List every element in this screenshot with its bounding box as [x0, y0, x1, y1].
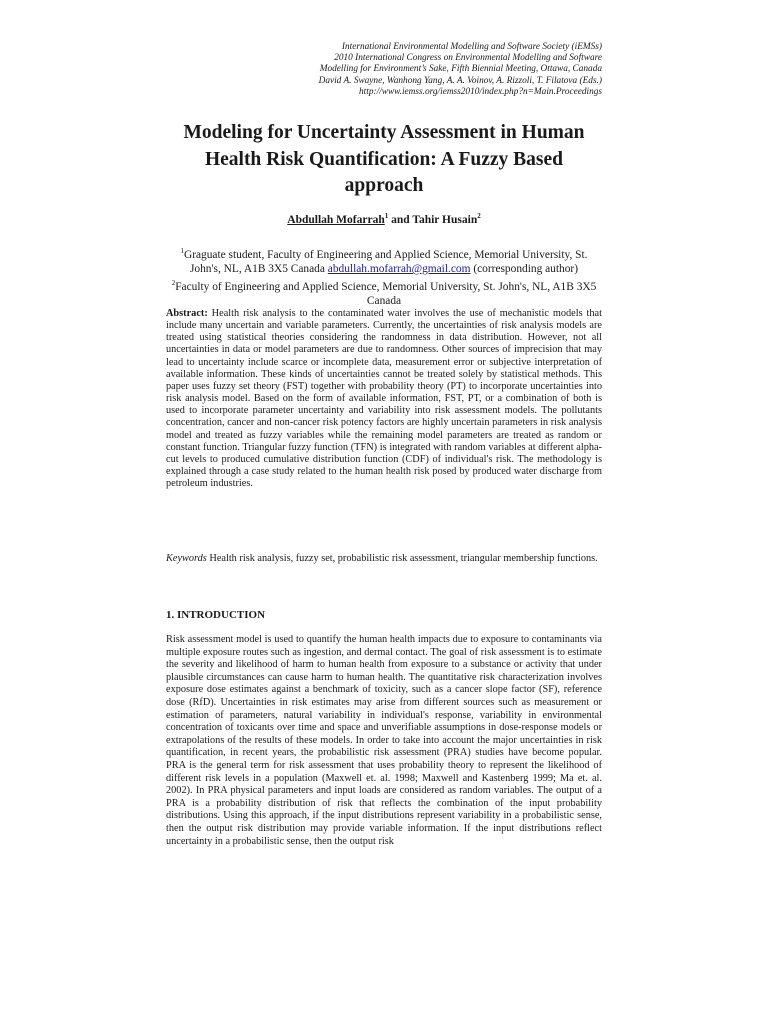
header-url: http://www.iemss.org/iemss2010/index.php?n=Main.Proceedings: [359, 86, 602, 97]
section-heading: 1. INTRODUCTION: [166, 609, 266, 621]
affiliation-superscript: 2: [171, 279, 176, 288]
introduction-paragraph: Risk assessment model is used to quantify the human health impacts due to exposure to contaminants via multiple exposure routes such as ingestion, and dermal contact. The goal of risk assessment is to estimate the severity and likelihood of harm to human health from exposure to a substance or activity that under plausible circumstances can cause harm to human health. The quantitative risk characterization involves exposure dose estimates against a benchmark of toxicity, such as a cancer slope factor (SF), reference dose (RfD). Uncertainties in risk estimates may arise from different sources such as measurement or estimation of parameters, natural variability in individual's response, variability in environmental concentration of toxicants over time and space and unverifiable assumptions in dose-response models or extrapolations of the results of these models. In order to take into account the major uncertainties in risk quantification, in recent years, the probabilistic risk assessment (PRA) studies have become popular. PRA is the general term for risk assessment that uses probability theory to represent the likelihood of different risk levels in a population (Maxwell et. al. 1998; Maxwell and Kastenberg 1999; Ma et. al. 2002). In PRA physical parameters and input loads are considered as random variables. The output of a PRA is a probability distribution of risk that reflects the combination of the input probability distributions. Using this approach, if the input distributions represent variability in a probabilistic sense, then the output risk distribution may provide variable information. If the input distributions reflect uncertainty in a probabilistic sense, then the output risk: [166, 634, 602, 847]
header-line: International Environmental Modelling and Software Society (iEMSs): [341, 42, 602, 52]
affiliation-text: Graguate student, Faculty of Engineering and Applied Science, Memorial University, St. John's, NL, A1B 3X5 Canada: [183, 248, 588, 276]
keywords: [166, 553, 602, 565]
affiliation-2: [168, 276, 600, 308]
abstract: [166, 308, 602, 490]
author-name: Abdullah Mofarrah: [287, 213, 385, 226]
paper-title: Modeling for Uncertainty Assessment in Human Health Risk Quantification: A Fuzzy Based approach: [183, 122, 585, 196]
abstract-label: Abstract:: [166, 308, 208, 319]
affiliation-note: (corresponding author): [470, 263, 579, 276]
affiliations: [168, 244, 600, 309]
author-superscript: 2: [477, 212, 481, 220]
conference-header: [182, 42, 602, 98]
header-line: David A. Swayne, Wanhong Yang, A. A. Voinov, A. Rizzoli, T. Filatova (Eds.): [318, 75, 602, 86]
affiliation-superscript: 1: [180, 247, 184, 255]
header-line: Modelling for Environment’s Sake, Fifth Biennial Meeting, Ottawa, Canada: [319, 64, 602, 75]
header-line: 2010 International Congress on Environmental Modelling and Software: [334, 53, 602, 64]
affiliation-text: Faculty of Engineering and Applied Science, Memorial University, St. John's, NL, A1B 3X5 Canada: [175, 281, 597, 308]
author-name: Tahir Husain: [412, 213, 478, 226]
author-conjunction: and: [388, 213, 413, 226]
author-superscript: 1: [384, 212, 389, 220]
abstract-text: Health risk analysis to the contaminated water involves the use of mechanistic models that include many uncertain and variable parameters. Currently, the uncertainties of risk analysis models are treated using statistical theories considering the randomness in data distribution. However, not all uncertainties in data or model parameters are due to randomness. Other sources of imprecision that may lead to uncertainty include scarce or incomplete data, measurement error or subjective interpretation of available information. These kinds of uncertainties cannot be treated solely by statistical methods. This paper uses fuzzy set theory (FST) together with probability theory (PT) to incorporate uncertainties into risk analysis model. Based on the form of available information, FST, PT, or a combination of both is used to incorporate parameter uncertainty and variability into risk assessment models. The pollutants concentration, cancer and non-cancer risk potency factors are highly uncertain parameters in risk analysis model and treated as fuzzy variables while the remaining model parameters are treated as random or constant function. Triangular fuzzy function (TFN) is integrated with random variables at different alpha-cut levels to produced cumulative distribution function (CDF) of individual's risk. The methodology is explained through a case study related to the human health risk posed by produced water discharge from petroleum industries.: [166, 308, 602, 490]
author-line: [164, 212, 604, 226]
keywords-text: Health risk analysis, fuzzy set, probabilistic risk assessment, triangular membership functions.: [206, 553, 598, 564]
affiliation-1: [168, 244, 600, 276]
keywords-label: Keywords: [166, 553, 207, 564]
email-link[interactable]: abdullah.mofarrah@gmail.com: [327, 263, 471, 276]
